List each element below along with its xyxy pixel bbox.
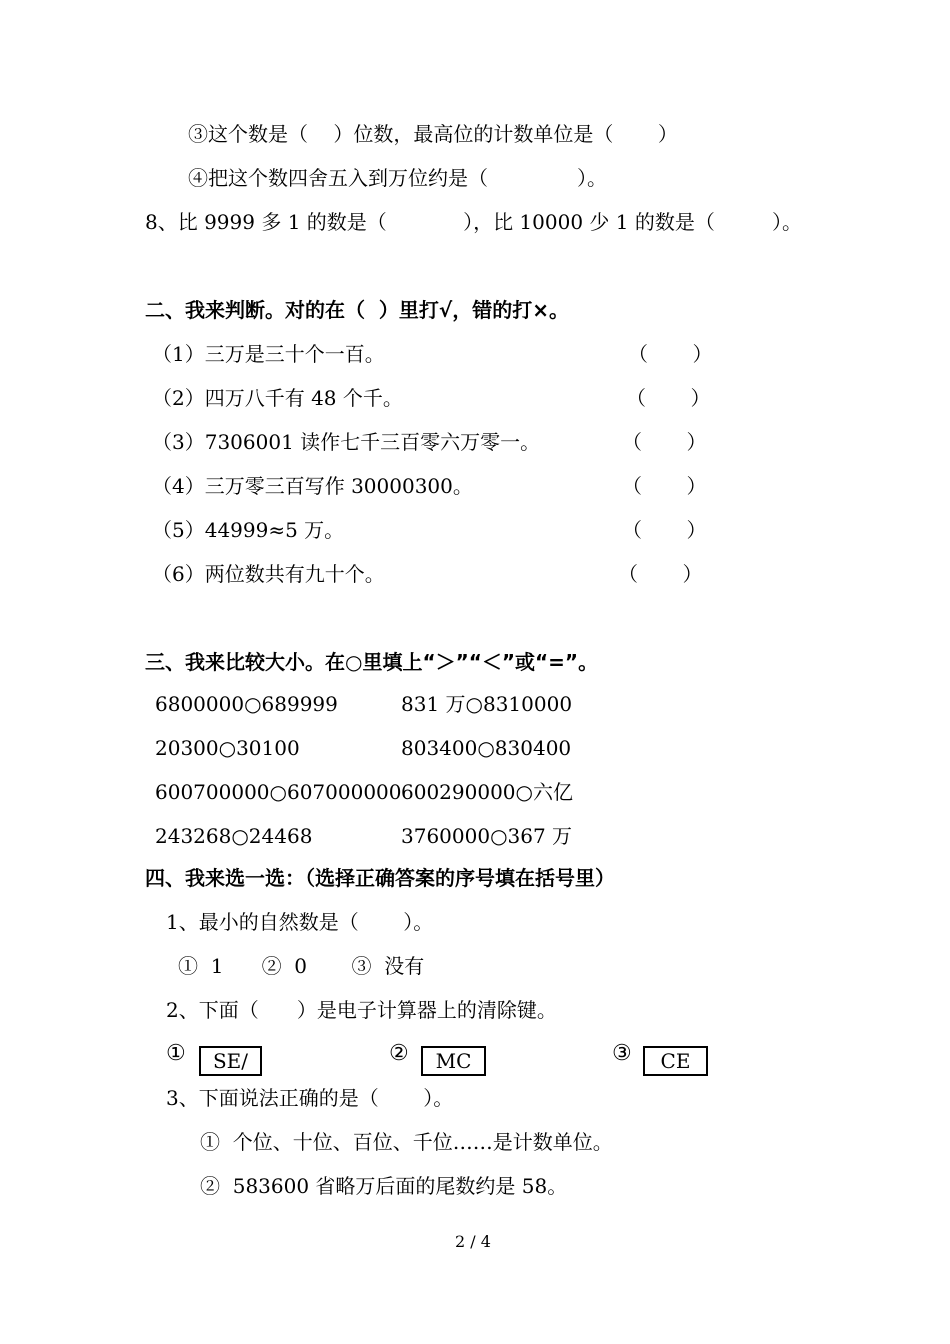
calculator-key-se: SE/ [199,1046,262,1076]
judge-item-1: （1）三万是三十个一百。 [152,342,385,366]
option-3-mark: ③ [612,1041,632,1066]
section-3-heading: 三、我来比较大小。在○里填上“＞”“＜”或“=”。 [145,650,599,674]
section-2-heading: 二、我来判断。对的在（ ）里打√，错的打×。 [145,298,570,322]
judge-answer-5[interactable]: （ ） [622,518,707,542]
judge-item-6: （6）两位数共有九十个。 [152,562,385,586]
choice-question-1-options: ① 1 ② 0 ③ 没有 [178,954,425,978]
compare-left-2: 20300○30100 [155,736,300,760]
item-4-round-to-wan: ④把这个数四舍五入到万位约是（ ）。 [188,166,608,190]
compare-left-1: 6800000○689999 [155,692,338,716]
choice-question-3: 3、下面说法正确的是（ ）。 [166,1086,454,1110]
compare-right-3: 600290000○六亿 [401,780,573,804]
judge-answer-6[interactable]: （ ） [618,562,703,586]
choice-question-3-option-1: ① 个位、十位、百位、千位……是计数单位。 [200,1130,613,1154]
compare-left-4: 243268○24468 [155,824,313,848]
question-8: 8、比 9999 多 1 的数是（ ），比 10000 少 1 的数是（ ）。 [145,210,803,234]
page-number: 2 / 4 [455,1232,491,1251]
compare-right-2: 803400○830400 [401,736,572,760]
choice-question-1: 1、最小的自然数是（ ）。 [166,910,434,934]
judge-answer-2[interactable]: （ ） [626,386,711,410]
compare-right-1: 831 万○8310000 [401,692,573,716]
section-4-heading: 四、我来选一选：（选择正确答案的序号填在括号里） [145,866,615,890]
judge-answer-4[interactable]: （ ） [622,474,707,498]
judge-item-3: （3）7306001 读作七千三百零六万零一。 [152,430,541,454]
judge-item-4: （4）三万零三百写作 30000300。 [152,474,473,498]
choice-question-3-option-2: ② 583600 省略万后面的尾数约是 58。 [200,1174,568,1198]
calculator-key-ce: CE [643,1046,708,1076]
option-2-mark: ② [389,1041,409,1066]
compare-right-4: 3760000○367 万 [401,824,573,848]
judge-answer-3[interactable]: （ ） [622,430,707,454]
calculator-key-mc: MC [421,1046,486,1076]
judge-item-5: （5）44999≈5 万。 [152,518,345,542]
choice-question-2: 2、下面（ ）是电子计算器上的清除键。 [166,998,557,1022]
item-3-highest-unit: ③这个数是（ ）位数，最高位的计数单位是（ ） [188,122,678,146]
judge-answer-1[interactable]: （ ） [628,342,713,366]
judge-item-2: （2）四万八千有 48 个千。 [152,386,403,410]
option-1-mark: ① [166,1041,186,1066]
compare-left-3: 600700000○607000000 [155,780,402,804]
